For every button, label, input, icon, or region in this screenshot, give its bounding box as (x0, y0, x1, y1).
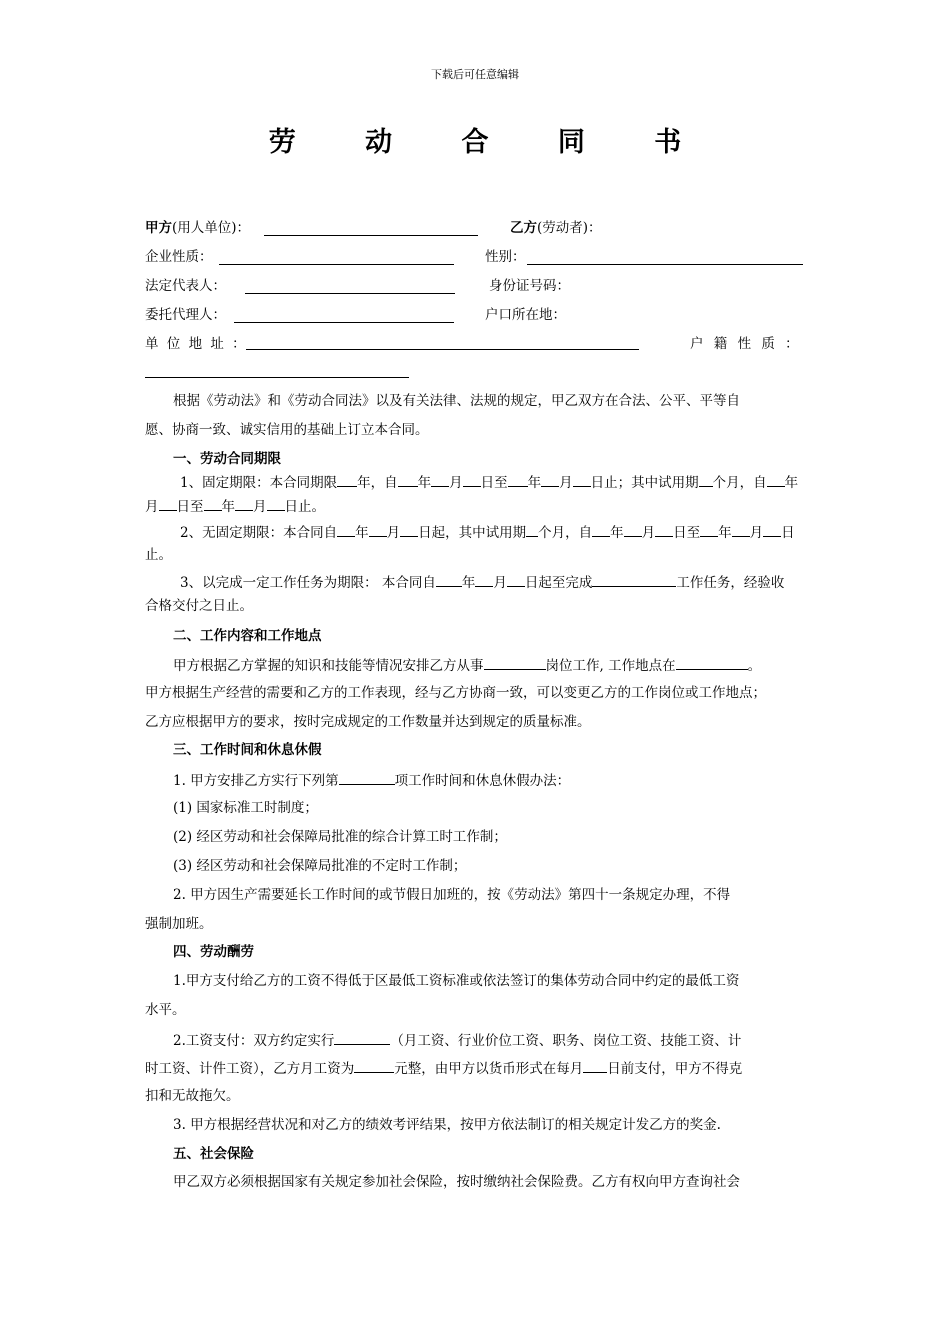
s3-line-1: 1. 甲方安排乙方实行下列第 项工作时间和休息休假办法： (173, 770, 570, 790)
enterprise-nature-label: 企业性质： (145, 249, 213, 265)
s4-line-1: 1.甲方支付给乙方的工资不得低于区最低工资标准或依法签订的集体劳动合同中约定的最低工资 (173, 973, 740, 989)
section-5-heading: 五、社会保险 (173, 1146, 254, 1162)
intro-line-1: 根据《劳动法》和《劳动合同法》以及有关法律、法规的规定，甲乙双方在合法、公平、平等自 (173, 393, 740, 409)
party-b-label: 乙方(劳动者)： (510, 220, 602, 236)
s2-line-2: 甲方根据生产经营的需要和乙方的工作表现，经与乙方协商一致，可以变更乙方的工作岗位或工作地点； (145, 685, 766, 701)
s2-line-1: 甲方根据乙方掌握的知识和技能等情况安排乙方从事 岗位工作, 工作地点在 。 (173, 655, 761, 675)
address-blank (246, 349, 639, 350)
s4-line-2: 水平。 (145, 1002, 186, 1018)
section-4-heading: 四、劳动酬劳 (173, 944, 254, 960)
s4-line-5: 扣和无故拖欠。 (145, 1088, 240, 1104)
legal-rep-label: 法定代表人： (145, 278, 226, 294)
s3-option-3: (3) 经区劳动和社会保障局批准的不定时工作制； (173, 858, 467, 874)
intro-line-2: 愿、协商一致、诚实信用的基础上订立本合同。 (145, 422, 429, 438)
agent-label: 委托代理人： (145, 307, 226, 323)
s3-option-1: (1) 国家标准工时制度； (173, 800, 318, 816)
enterprise-nature-blank (219, 264, 454, 265)
gender-blank (527, 264, 803, 265)
gender-label: 性别： (485, 249, 526, 265)
id-number-label: 身份证号码： (489, 278, 570, 294)
document-title: 劳 动 合 同 书 (268, 127, 712, 158)
s4-line-6: 3. 甲方根据经营状况和对乙方的绩效考评结果，按甲方依法制订的相关规定计发乙方的奖金. (173, 1117, 721, 1133)
household-type-label: 户 籍 性 质 ： (690, 336, 802, 352)
page-header: 下载后可任意编辑 (431, 68, 519, 81)
s1-line-1: 1、固定期限：本合同期限 年，自 年 月 日至 年 月 日止；其中试用期 个月，自 年 (180, 472, 798, 492)
s5-line-1: 甲乙双方必须根据国家有关规定参加社会保险，按时缴纳社会保险费。乙方有权向甲方查询社会 (173, 1174, 740, 1190)
party-a-blank (264, 235, 478, 236)
section-3-heading: 三、工作时间和休息休假 (173, 742, 322, 758)
s1-line-2: 月 日至 年 月 日止。 (145, 496, 325, 516)
section-2-heading: 二、工作内容和工作地点 (173, 628, 322, 644)
s1-line-5: 3、以完成一定工作任务为期限： 本合同自 年 月 日起至完成 工作任务，经验收 (180, 572, 784, 592)
s3-line-2: 2. 甲方因生产需要延长工作时间的或节假日加班的，按《劳动法》第四十一条规定办理，不得 (173, 887, 731, 903)
s1-line-4: 止。 (145, 547, 172, 563)
s4-line-3: 2.工资支付：双方约定实行 （月工资、行业价位工资、职务、岗位工资、技能工资、计 (173, 1030, 741, 1050)
section-1-heading: 一、劳动合同期限 (173, 451, 281, 467)
party-a-label: 甲方(用人单位)： (145, 220, 251, 236)
s4-line-4: 时工资、计件工资），乙方月工资为 元整，由甲方以货币形式在每月 日前支付，甲方不得克 (145, 1058, 742, 1078)
s3-option-2: (2) 经区劳动和社会保障局批准的综合计算工时工作制； (173, 829, 507, 845)
s1-line-6: 合格交付之日止。 (145, 598, 253, 614)
s1-line-3: 2、无固定期限：本合同自 年 月 日起，其中试用期 个月，自 年 月 日至 年 月 日 (180, 522, 795, 542)
household-type-blank (145, 377, 409, 378)
address-label: 单 位 地 址 ： (145, 336, 248, 352)
s3-line-3: 强制加班。 (145, 916, 213, 932)
residence-label: 户口所在地： (485, 307, 566, 323)
s2-line-3: 乙方应根据甲方的要求，按时完成规定的工作数量并达到规定的质量标准。 (145, 714, 591, 730)
legal-rep-blank (245, 293, 455, 294)
agent-blank (234, 322, 454, 323)
